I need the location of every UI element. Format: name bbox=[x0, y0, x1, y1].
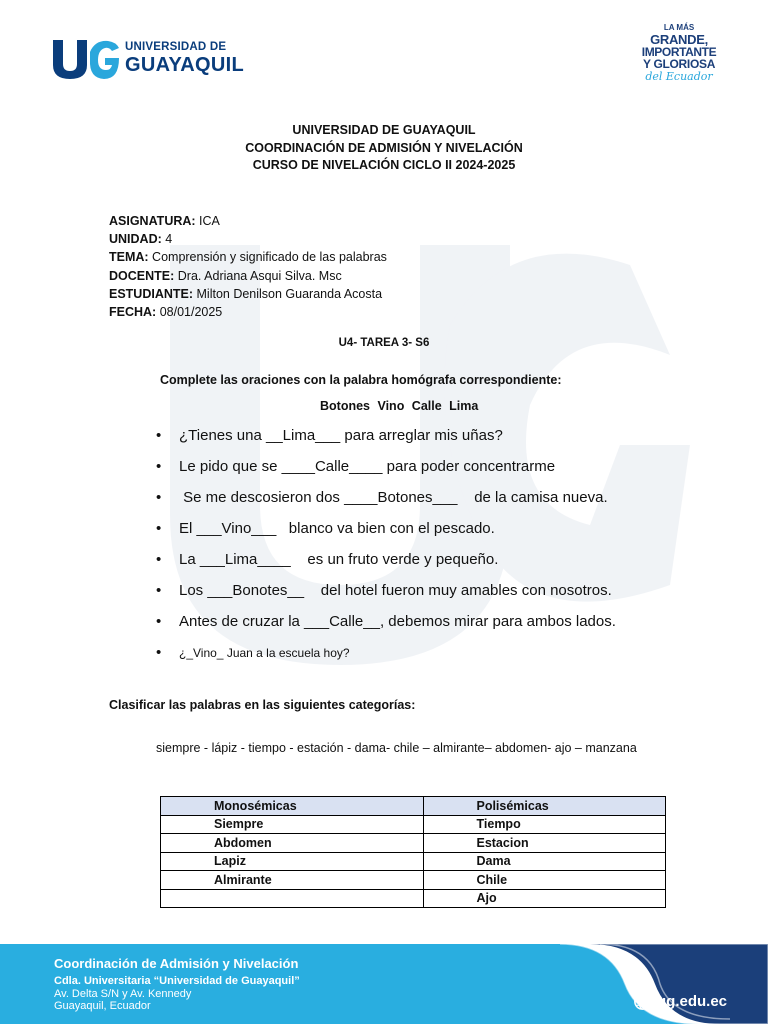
slogan-logo bbox=[633, 24, 725, 82]
info-label: UNIDAD: bbox=[109, 232, 162, 247]
slogan-line-2: GRANDE, bbox=[650, 32, 708, 47]
logo-line-1: UNIVERSIDAD DE bbox=[125, 41, 227, 53]
list-item: • Le pido que se ____Calle____ para poder concentrarme bbox=[156, 455, 616, 486]
info-value: ICA bbox=[195, 214, 220, 228]
info-label: ASIGNATURA: bbox=[109, 214, 196, 228]
list-item: • El ___Vino___ blanco va bien con el pescado. bbox=[156, 517, 616, 548]
table-cell: Almirante bbox=[161, 871, 424, 890]
title-line-1: UNIVERSIDAD DE GUAYAQUIL bbox=[292, 123, 476, 137]
table-cell bbox=[161, 889, 424, 908]
table-header-row bbox=[161, 797, 666, 816]
footer-line-1: Coordinación de Admisión y Nivelación bbox=[54, 956, 299, 971]
logo-line-2: GUAYAQUIL bbox=[125, 53, 245, 76]
column-header: Polisémicas bbox=[424, 797, 666, 816]
table-cell: Ajo bbox=[424, 889, 666, 908]
classify-title: Clasificar las palabras en las siguientes categorías: bbox=[109, 698, 416, 712]
slogan-line-4: Y GLORIOSA bbox=[642, 57, 716, 71]
info-label: FECHA: bbox=[109, 305, 157, 320]
info-row-unit bbox=[109, 230, 387, 248]
info-value: Dra. Adriana Asqui Silva. Msc bbox=[174, 268, 342, 283]
title-line-3: CURSO DE NIVELACIÓN CICLO II 2024-2025 bbox=[252, 158, 516, 172]
column-header: Monosémicas bbox=[161, 797, 424, 816]
info-value: 4 bbox=[161, 232, 173, 247]
table-cell: Chile bbox=[424, 871, 666, 890]
info-row-topic bbox=[109, 248, 387, 266]
footer-address bbox=[54, 957, 300, 1013]
table-cell: Dama bbox=[424, 852, 666, 871]
list-item: • Los ___Bonotes__ del hotel fueron muy amables con nosotros. bbox=[156, 579, 616, 610]
instruction: Complete las oraciones con la palabra homógrafa correspondiente: bbox=[160, 373, 562, 387]
table-row bbox=[161, 815, 666, 834]
table-cell: Tiempo bbox=[424, 815, 666, 834]
task-title: U4- TAREA 3- S6 bbox=[338, 337, 430, 349]
document-title bbox=[0, 122, 768, 175]
list-item: • La ___Lima____ es un fruto verde y pequeño. bbox=[156, 548, 616, 579]
table-row bbox=[161, 871, 666, 890]
globe-icon bbox=[634, 993, 651, 1010]
list-item: • Antes de cruzar la ___Calle__, debemos mirar para ambos lados. bbox=[156, 610, 616, 641]
list-item: • ¿_Vino_ Juan a la escuela hoy? bbox=[156, 641, 616, 672]
slogan-line-5: del Ecuador bbox=[645, 70, 713, 83]
table-cell: Lapiz bbox=[161, 852, 424, 871]
course-info bbox=[109, 212, 387, 321]
list-item: • Se me descosieron dos ____Botones___ de la camisa nueva. bbox=[156, 486, 616, 517]
info-label: DOCENTE: bbox=[109, 268, 175, 283]
word-list: siempre - lápiz - tiempo - estación - dama- chile – almirante– abdomen- ajo – manzana bbox=[156, 741, 637, 755]
info-row-teacher bbox=[109, 267, 387, 285]
info-row-subject bbox=[109, 212, 387, 230]
website-link[interactable] bbox=[634, 993, 727, 1010]
footer-line-2: Cdla. Universitaria “Universidad de Guayaquil” bbox=[54, 974, 300, 987]
info-label: ESTUDIANTE: bbox=[109, 286, 194, 301]
sentence-list bbox=[156, 424, 616, 672]
list-item: • ¿Tienes una __Lima___ para arreglar mis uñas? bbox=[156, 424, 616, 455]
table-row bbox=[161, 889, 666, 908]
info-row-date bbox=[109, 303, 387, 321]
table-cell: Estacion bbox=[424, 834, 666, 853]
title-line-2: COORDINACIÓN DE ADMISIÓN Y NIVELACIÓN bbox=[245, 140, 523, 155]
table-cell: Siempre bbox=[161, 815, 424, 834]
classification-table bbox=[160, 796, 666, 908]
table-row bbox=[161, 834, 666, 853]
footer-line-3: Av. Delta S/N y Av. Kennedy bbox=[54, 987, 192, 1000]
university-logo bbox=[52, 38, 245, 82]
info-row-student bbox=[109, 285, 387, 303]
info-label: TEMA: bbox=[109, 250, 149, 265]
info-value: Comprensión y significado de las palabras bbox=[148, 250, 387, 265]
footer-line-4: Guayaquil, Ecuador bbox=[54, 1000, 151, 1013]
info-value: 08/01/2025 bbox=[156, 305, 223, 320]
slogan-line-1: LA MÁS bbox=[663, 23, 695, 32]
slogan-line-3: IMPORTANTE bbox=[641, 45, 717, 59]
word-bank: Botones Vino Calle Lima bbox=[320, 399, 479, 413]
info-value: Milton Denilson Guaranda Acosta bbox=[193, 286, 383, 301]
table-row bbox=[161, 852, 666, 871]
website-text: ug.edu.ec bbox=[657, 993, 728, 1010]
table-cell: Abdomen bbox=[161, 834, 424, 853]
ug-logo-icon bbox=[52, 38, 120, 80]
